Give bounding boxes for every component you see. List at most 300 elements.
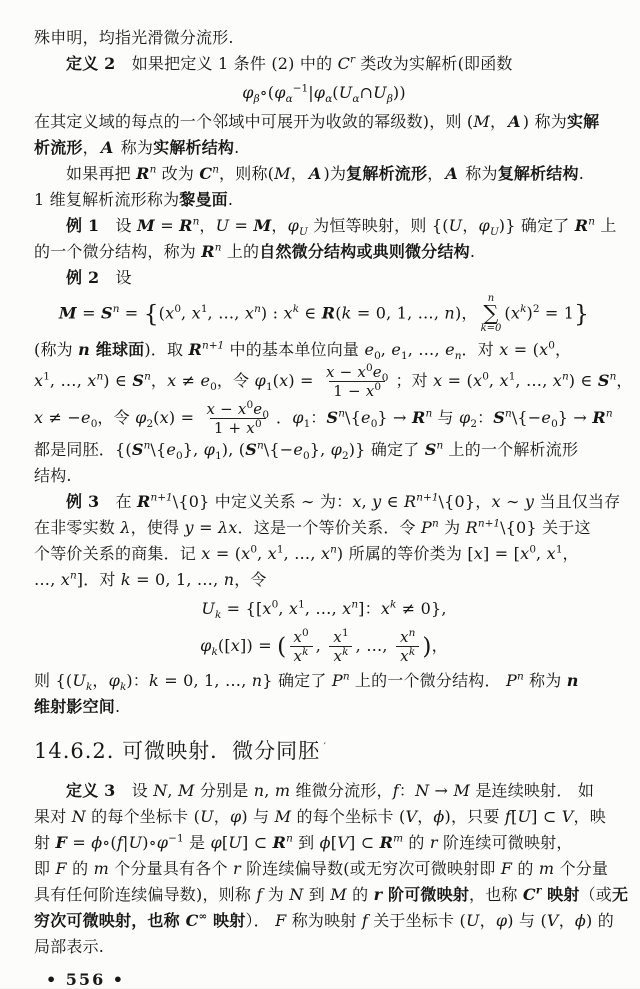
text-segment: U: [128, 832, 143, 852]
text-segment: k: [149, 670, 159, 690]
text-segment: ，: [431, 635, 448, 655]
text-segment: ∞: [198, 910, 208, 923]
text-segment: x: [246, 418, 255, 437]
text-line: [34, 187, 614, 213]
text-segment: n: [588, 215, 596, 228]
text-line: [34, 25, 614, 51]
section-heading: [34, 736, 614, 766]
text-segment: .: [469, 242, 476, 261]
text-segment: n: [605, 407, 613, 420]
text-segment: x: [241, 543, 251, 563]
text-segment: ,: [257, 543, 268, 563]
text-segment: ，: [616, 370, 633, 390]
text-segment: 维球面: [89, 339, 145, 359]
text-segment: n: [338, 407, 346, 420]
text-segment: R: [404, 491, 417, 511]
text-segment: y: [524, 491, 535, 511]
text-segment: φ: [156, 832, 169, 852]
text-segment: N: [153, 780, 168, 800]
text-line: [34, 109, 614, 135]
text-segment: |: [308, 83, 314, 102]
text-segment: 自然微分结构或典则微分结构: [259, 242, 470, 261]
text-segment: ，: [271, 216, 288, 235]
text-segment: x: [473, 543, 484, 563]
text-segment: 0: [262, 408, 269, 421]
text-segment: 射: [34, 832, 56, 852]
text-segment: n: [342, 670, 350, 683]
text-segment: ，: [489, 112, 507, 131]
text-segment: n: [444, 303, 455, 323]
text-line: [34, 361, 633, 400]
fraction: [396, 628, 419, 665]
text-segment: n: [143, 439, 151, 452]
text-segment: ，: [554, 339, 572, 359]
text-segment: |: [122, 832, 129, 852]
text-segment: n: [562, 370, 569, 383]
text-segment: 1: [341, 626, 349, 639]
text-segment: n: [256, 439, 264, 452]
text-segment: ．对: [461, 339, 500, 359]
text-segment: R: [411, 407, 426, 427]
text-segment: n: [408, 626, 416, 639]
text-segment: (: [504, 303, 511, 323]
text-segment: x: [293, 627, 303, 646]
text-segment: ), (: [221, 439, 246, 459]
text-segment: F: [500, 858, 513, 878]
text-segment: x: [520, 543, 530, 563]
text-segment: φ: [458, 407, 471, 427]
text-segment: n: [254, 303, 261, 316]
text-segment: 1: [200, 303, 208, 316]
text-segment: 0: [90, 418, 98, 431]
text-segment: U: [373, 83, 387, 102]
text-segment: 的: [346, 884, 374, 904]
text-segment: = 0, 1, …,: [351, 303, 445, 323]
text-segment: 具有任何阶连续偏导数)，则称: [34, 884, 257, 904]
text-segment: φ: [108, 670, 120, 690]
text-segment: 到: [303, 884, 331, 904]
text-segment: 0: [374, 350, 381, 363]
text-segment: } →: [557, 407, 593, 427]
text-segment: ，: [213, 806, 230, 826]
text-segment: M: [330, 884, 347, 904]
text-segment: ([: [217, 635, 231, 655]
text-segment: 0: [254, 417, 262, 430]
text-segment: ，: [92, 670, 109, 690]
text-segment: ϕ: [91, 832, 103, 852]
text-segment: ) =: [288, 370, 319, 390]
text-segment: \{−: [511, 407, 542, 427]
text-segment: 上的一个解析流形: [443, 439, 579, 459]
text-segment: λ: [120, 517, 131, 537]
text-segment: 局部表示.: [34, 936, 105, 956]
text-segment: φ: [210, 832, 222, 852]
text-segment: k: [120, 569, 131, 589]
text-segment: φ: [287, 216, 299, 235]
text-segment: x: [552, 370, 562, 390]
text-segment: α: [325, 93, 333, 106]
text-segment: x: [365, 381, 375, 400]
text-segment: = 1: [539, 303, 575, 323]
text-segment: …,: [34, 569, 61, 589]
text-segment: M: [274, 806, 292, 826]
text-segment: .: [578, 164, 585, 183]
text-segment: R: [592, 407, 606, 427]
text-segment: 0: [246, 398, 254, 411]
text-segment: ,: [278, 598, 289, 618]
text-segment: k: [292, 303, 300, 316]
text-line: [34, 567, 614, 593]
text-segment: 0: [551, 418, 558, 431]
text-segment: φ: [313, 83, 326, 102]
text-segment: 称为: [115, 138, 154, 157]
text-segment: ，: [199, 216, 216, 235]
text-segment: x: [499, 339, 509, 359]
text-segment: (: [153, 407, 160, 427]
text-segment: 阶连续可微映射，: [437, 832, 573, 852]
text-segment: ，: [290, 164, 307, 183]
text-segment: ) ∈: [103, 370, 133, 390]
text-segment: 类改为实解析(即函数: [355, 54, 513, 73]
text-segment: n: [505, 407, 512, 420]
text-line: [34, 908, 614, 934]
text-segment: ,: [488, 370, 500, 390]
text-segment: f: [361, 910, 368, 930]
text-line: [34, 135, 614, 161]
text-segment: r: [373, 884, 383, 904]
text-segment: M: [473, 112, 490, 131]
text-segment: x: [320, 543, 331, 563]
text-segment: ：: [310, 407, 327, 427]
text-segment: U: [228, 832, 242, 852]
text-segment: 称为: [523, 670, 567, 690]
text-segment: U: [72, 670, 86, 690]
text-segment: 1 −: [333, 381, 366, 400]
text-segment: 与: [432, 407, 459, 427]
text-line: [34, 489, 621, 515]
fraction: [329, 628, 352, 665]
text-segment: x: [60, 569, 71, 589]
text-segment: U: [517, 806, 532, 826]
text-segment: −: [215, 399, 238, 418]
text-segment: x: [491, 491, 501, 511]
text-segment: n+1: [477, 517, 501, 530]
text-segment: P: [421, 517, 433, 537]
text-segment: (称为: [34, 339, 79, 359]
text-segment: （或: [579, 884, 612, 904]
text-segment: M: [137, 216, 155, 235]
text-segment: 无: [611, 884, 629, 904]
text-segment: V: [546, 910, 559, 930]
text-segment: R: [272, 832, 287, 852]
text-segment: 为恒等映射，则 {(: [307, 216, 449, 235]
text-segment: ) 所属的等价类为 [: [336, 543, 474, 563]
text-segment: (: [158, 303, 166, 323]
page-number: • 556 •: [46, 969, 125, 989]
text-segment: S: [131, 439, 144, 459]
text-segment: α: [285, 93, 293, 106]
text-segment: =: [76, 303, 101, 323]
math-formula: [34, 77, 614, 109]
text-segment: U: [215, 216, 230, 235]
text-segment: 1: [298, 598, 305, 611]
text-line: [34, 882, 629, 908]
text-segment: .: [227, 190, 234, 209]
text-segment: x: [473, 370, 483, 390]
text-segment: 0: [548, 339, 555, 352]
text-segment: ∼: [500, 491, 525, 511]
text-segment: 中的基本单位向量: [224, 339, 365, 359]
text-segment: ) 称为: [522, 112, 567, 131]
text-segment: 1: [215, 450, 222, 463]
text-segment: },: [182, 439, 204, 459]
text-line: [34, 239, 614, 265]
text-segment: m: [93, 858, 109, 878]
text-segment: S: [132, 370, 145, 390]
text-segment: n: [432, 517, 439, 530]
text-segment: 析流形: [34, 138, 83, 157]
text-segment: 上: [595, 216, 617, 235]
text-segment: x: [400, 646, 409, 665]
text-segment: .: [234, 138, 240, 157]
text-segment: =: [119, 303, 144, 323]
text-segment: 则 {(: [34, 670, 73, 690]
text-segment: β: [386, 93, 393, 106]
text-segment: ，: [558, 910, 575, 930]
text-segment: \{: [150, 439, 167, 459]
text-segment: n: [149, 163, 157, 176]
text-line: [34, 265, 614, 291]
text-segment: 实解: [566, 112, 600, 131]
text-segment: =: [67, 832, 92, 852]
text-segment: ) :: [260, 303, 284, 323]
text-segment: )，: [454, 303, 478, 323]
text-segment: x: [333, 646, 343, 665]
text-segment: n: [330, 543, 337, 556]
text-segment: n: [351, 598, 359, 611]
text-segment: x: [325, 362, 335, 381]
text-segment: r: [350, 53, 356, 66]
text-segment: φ: [292, 407, 304, 427]
text-segment: A: [100, 138, 114, 157]
text-segment: 个分量: [554, 858, 609, 878]
text-segment: 如果再把: [66, 164, 137, 183]
text-segment: x: [399, 627, 409, 646]
text-segment: N: [289, 884, 304, 904]
text-segment: ，: [82, 138, 99, 157]
text-segment: U: [338, 83, 353, 102]
text-segment: [: [510, 806, 518, 826]
text-segment: ，令: [216, 370, 255, 390]
text-line: [34, 804, 614, 830]
text-segment: e: [372, 362, 382, 381]
text-segment: C: [337, 54, 351, 73]
text-segment: =: [229, 216, 254, 235]
text-segment: )∘: [142, 832, 157, 852]
text-line: [34, 463, 614, 489]
text-segment: S: [424, 439, 437, 459]
text-segment: 阶可微映射: [382, 884, 470, 904]
text-segment: x: [167, 370, 177, 390]
text-segment: {: [143, 300, 159, 328]
text-segment: = (: [442, 370, 473, 390]
text-segment: α: [352, 93, 360, 106]
text-segment: V: [405, 806, 418, 826]
text-segment: k: [408, 645, 416, 658]
text-segment: e: [166, 439, 177, 459]
fraction: [322, 363, 393, 400]
text-segment: 0: [381, 371, 389, 384]
text-segment: x: [230, 635, 241, 655]
text-segment: x: [87, 370, 97, 390]
text-segment: ]) =: [240, 635, 278, 655]
text-segment: ，: [150, 370, 168, 390]
text-segment: x: [283, 303, 293, 323]
text-line: [34, 213, 617, 239]
text-segment: 0: [366, 361, 373, 374]
text-segment: R: [136, 164, 150, 183]
text-segment: \{0}，: [438, 491, 492, 511]
text-segment: φ: [330, 439, 343, 459]
text-segment: x: [159, 407, 169, 427]
text-segment: A: [445, 164, 459, 183]
text-segment: C: [199, 164, 213, 183]
text-segment: 称为: [460, 164, 498, 183]
math-formula: [34, 593, 614, 625]
text-segment: ,: [380, 339, 392, 359]
text-segment: 0: [302, 626, 309, 639]
text-segment: R: [574, 216, 589, 235]
text-segment: x: [34, 370, 44, 390]
text-segment: m: [538, 858, 555, 878]
text-segment: ，: [462, 216, 479, 235]
text-segment: M: [253, 216, 272, 235]
text-segment: 黎曼面: [179, 190, 228, 209]
text-segment: ∩: [359, 83, 374, 102]
text-segment: →: [429, 780, 454, 800]
text-segment: 0: [210, 381, 217, 394]
text-segment: 14.6.2. 可微映射．微分同胚: [34, 738, 321, 763]
text-segment: ．这是一个等价关系．令: [237, 517, 422, 537]
text-segment: ∈: [299, 303, 322, 323]
text-segment: 1 维复解析流形称为: [34, 190, 180, 209]
math-formula: [34, 625, 614, 668]
text-segment: x: [333, 627, 342, 646]
text-segment: x: [342, 598, 352, 618]
text-segment: ,: [181, 303, 192, 323]
text-segment: 的每个坐标卡 (: [291, 806, 406, 826]
text-segment: ≠ −: [43, 407, 82, 427]
text-segment: (: [332, 83, 339, 102]
text-segment: ): [422, 633, 432, 661]
text-segment: 都是同胚．{(: [34, 439, 132, 459]
text-segment: 定义 3: [66, 780, 116, 800]
text-segment: n: [425, 407, 433, 420]
text-segment: 的: [512, 858, 539, 878]
text-line: [34, 400, 614, 437]
text-segment: ：: [477, 407, 494, 427]
text-segment: }: [574, 300, 590, 328]
text-segment: e: [391, 339, 402, 359]
text-segment: m: [274, 780, 291, 800]
text-segment: },: [309, 439, 331, 459]
text-segment: 映射: [207, 910, 246, 930]
text-segment: F: [275, 910, 287, 930]
text-segment: 1: [401, 350, 408, 363]
text-segment: U: [448, 216, 463, 235]
text-segment: )：: [126, 670, 150, 690]
text-segment: , …,: [283, 543, 321, 563]
text-segment: φ: [203, 439, 216, 459]
text-segment: \{0} 中定义关系 ∼ 为：: [172, 491, 353, 511]
text-segment: ，也称: [469, 884, 523, 904]
text-segment: ]：: [358, 598, 381, 618]
text-segment: x: [244, 303, 255, 323]
text-segment: 0: [174, 303, 182, 316]
text-segment: 复解析结构: [497, 164, 579, 183]
text-segment: n: [566, 670, 579, 690]
text-segment: n: [286, 832, 293, 845]
text-segment: x: [34, 407, 44, 427]
text-segment: N: [415, 780, 430, 800]
text-segment: n: [454, 350, 462, 363]
text-segment: .: [115, 696, 121, 716]
text-segment: )．取: [144, 339, 189, 359]
summation-symbol: n ∑ k=0: [480, 293, 502, 334]
text-segment: n: [516, 670, 524, 683]
text-segment: x: [267, 543, 277, 563]
text-segment: 阶连续偏导数(或无穷次可微映射即: [240, 858, 501, 878]
text-segment: , …,: [49, 370, 88, 390]
page-content: [34, 25, 633, 960]
text-segment: M: [177, 780, 195, 800]
text-segment: φ: [242, 83, 254, 102]
text-segment: )，只要: [444, 806, 505, 826]
text-segment: 的每个坐标卡 (: [85, 806, 201, 826]
text-segment: x: [546, 543, 556, 563]
text-segment: e: [364, 339, 375, 359]
text-segment: [: [330, 832, 338, 852]
text-segment: 0: [303, 450, 310, 463]
text-segment: 0: [529, 543, 536, 556]
text-segment: n: [251, 670, 263, 690]
text-segment: ，令: [234, 569, 267, 589]
text-segment: 维射影空间: [34, 696, 116, 716]
text-segment: x: [206, 399, 216, 418]
text-segment: 在非零实数: [34, 517, 121, 537]
text-segment: f: [392, 780, 399, 800]
text-segment: 称为映射: [286, 910, 362, 930]
text-segment: e: [81, 407, 91, 427]
text-segment: k: [215, 609, 222, 622]
text-segment: 穷次可微映射，也称: [34, 910, 186, 930]
text-segment: R: [137, 491, 151, 511]
fraction: [202, 400, 273, 437]
text-segment: n: [212, 163, 220, 176]
text-segment: )} 确定了: [498, 216, 575, 235]
text-segment: S: [493, 407, 506, 427]
text-segment: 定义 2: [66, 54, 116, 73]
text-line: [34, 337, 614, 363]
text-segment: 在其定义域的每点的一个邻域中可展开为收敛的幂级数)，则 (: [34, 112, 474, 131]
text-segment: x: [262, 598, 272, 618]
text-segment: x: [279, 370, 289, 390]
text-segment: n: [223, 569, 235, 589]
text-segment: R: [179, 216, 193, 235]
text-segment: (: [272, 370, 280, 390]
text-segment: ,: [361, 491, 373, 511]
text-segment: ] ⊂: [531, 806, 562, 826]
